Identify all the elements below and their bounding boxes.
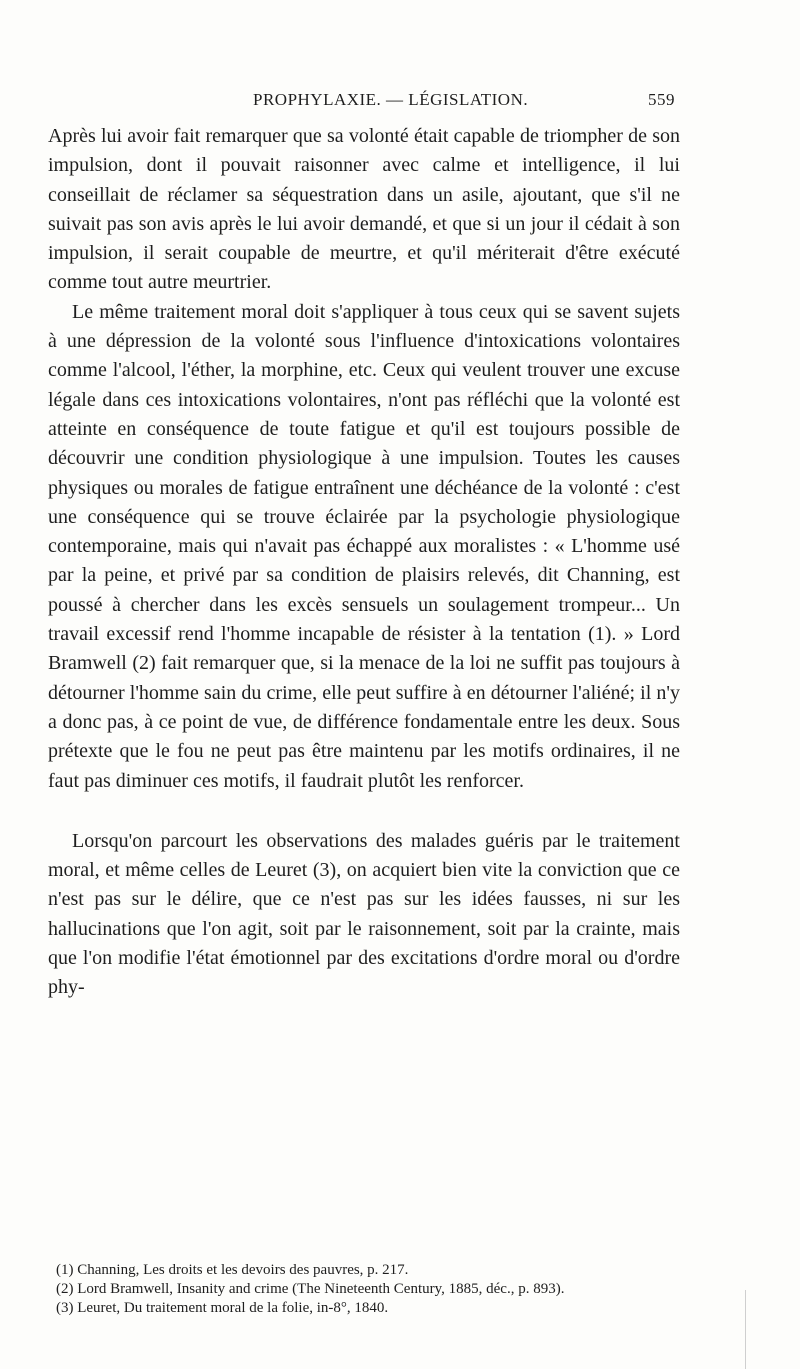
page-number: 559	[648, 90, 675, 109]
footnote-1: (1) Channing, Les droits et les devoirs des pauvres, p. 217.	[56, 1262, 409, 1278]
scan-edge-line	[745, 1290, 746, 1369]
footnote-2: (2) Lord Bramwell, Insanity and crime (The Nineteenth Century, 1885, déc., p. 893).	[56, 1281, 565, 1297]
footnotes	[56, 1261, 682, 1318]
running-title: PROPHYLAXIE. — LÉGISLATION.	[253, 90, 529, 109]
main-text	[48, 122, 680, 1003]
paragraph-1: Après lui avoir fait remarquer que sa volonté était capable de triompher de son impulsion, dont il pouvait raisonner avec calme et intelligence, il lui conseillait de réclamer sa séquestration dans un asile, ajoutant, que s'il ne suivait pas son avis après le lui avoir demandé, et que si un jour il cédait à son impulsion, il serait coupable de meurtre, et qu'il mériterait d'être exécuté comme tout autre meurtrier.	[48, 125, 680, 294]
running-header	[245, 90, 675, 114]
paragraph-2: Le même traitement moral doit s'appliquer à tous ceux qui se savent sujets à une dépression de la volonté sous l'influence d'intoxications volontaires comme l'alcool, l'éther, la morphine, etc. Ceux qui veulent trouver une excuse légale dans ces intoxications volontaires, n'ont pas réfléchi que la volonté est atteinte en conséquence de toute fatigue et qu'il est toujours possible de découvrir une condition physiologique à une impulsion. Toutes les causes physiques ou morales de fatigue entraînent une déchéance de la volonté : c'est une conséquence qui se trouve éclairée par la psychologie physiologique contemporaine, mais qui n'avait pas échappé aux moralistes : « L'homme usé par la peine, et privé par sa condition de plaisirs relevés, dit Channing, est poussé à chercher dans les excès sensuels un soulagement trompeur... Un travail excessif rend l'homme incapable de résister à la tentation (1). » Lord Bramwell (2) fait remarquer que, si la menace de la loi ne suffit pas toujours à détourner l'homme sain du crime, elle peut suffire à en détourner l'aliéné; il n'y a donc pas, à ce point de vue, de différence fondamentale entre les deux. Sous prétexte que le fou ne peut pas être maintenu par les motifs ordinaires, il ne faut pas diminuer ces motifs, il faudrait plutôt les renforcer.	[48, 300, 680, 792]
paragraph-3: Lorsqu'on parcourt les observations des malades guéris par le traitement moral, et même celles de Leuret (3), on acquiert bien vite la conviction que ce n'est pas sur le délire, que ce n'est pas sur les idées fausses, ni sur les hallucinations que l'on agit, soit par le raisonnement, soit par la crainte, mais que l'on modifie l'état émotionnel par des excitations d'ordre moral ou d'ordre phy-	[48, 829, 680, 999]
footnote-3: (3) Leuret, Du traitement moral de la folie, in-8°, 1840.	[56, 1300, 389, 1316]
